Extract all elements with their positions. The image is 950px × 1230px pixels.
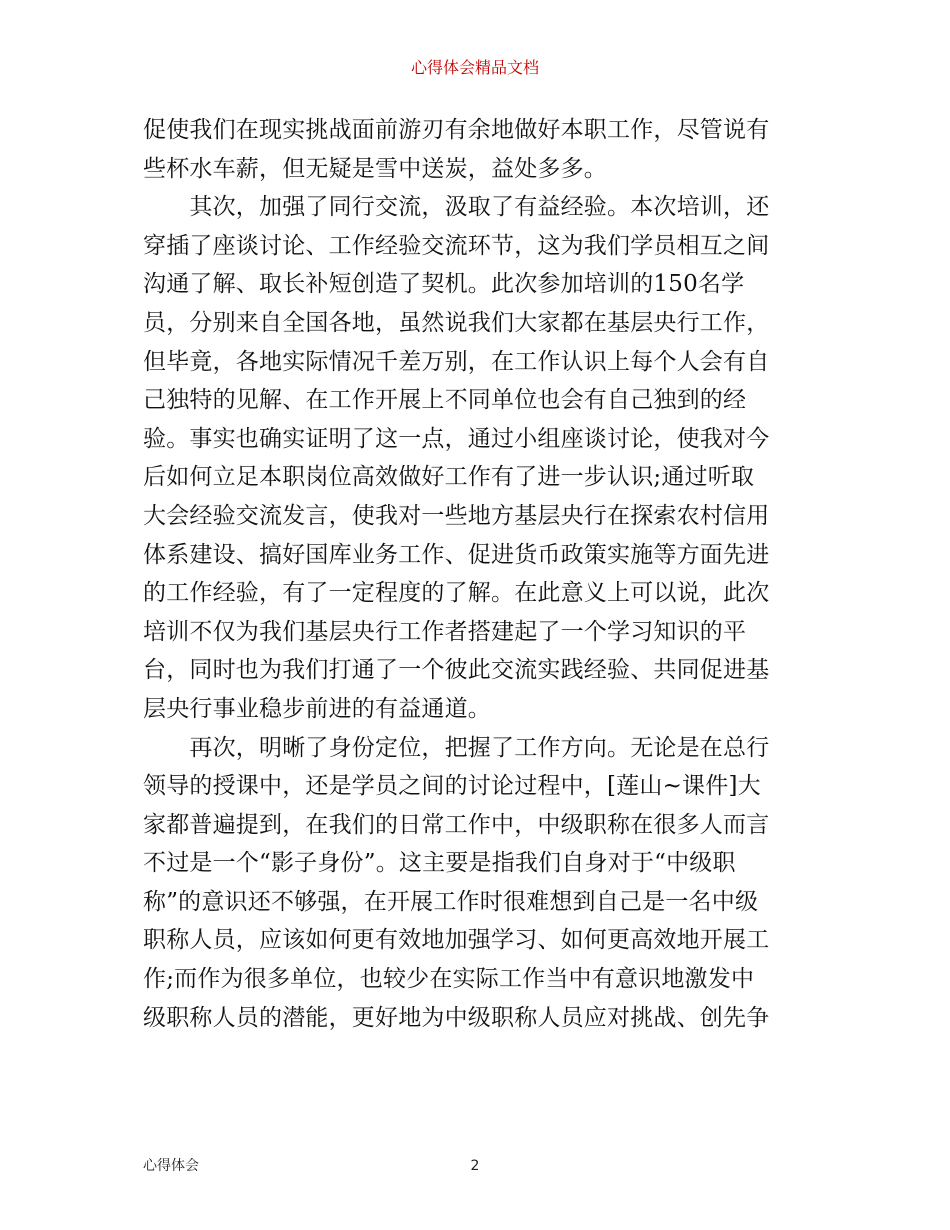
text-line: 验。事实也确实证明了这一点，通过小组座谈讨论，使我对今 [143, 425, 770, 452]
text-line: 己独特的见解、在工作开展上不同单位也会有自己独到的经 [143, 387, 747, 414]
text-line: 员，分别来自全国各地，虽然说我们大家都在基层央行工作， [143, 309, 770, 336]
text-line: 的工作经验，有了一定程度的了解。在此意义上可以说，此次 [143, 580, 770, 607]
text-line: 体系建设、搞好国库业务工作、促进货币政策实施等方面先进 [143, 541, 770, 568]
text-line: 级职称人员的潜能，更好地为中级职称人员应对挑战、创先争 [143, 1004, 770, 1031]
text-line: 后如何立足本职岗位高效做好工作有了进一步认识;通过听取 [143, 464, 755, 491]
page-number: 2 [470, 1158, 480, 1174]
text-line: 作;而作为很多单位，也较少在实际工作当中有意识地激发中 [143, 966, 755, 993]
document-body [143, 111, 823, 1037]
text-line: 促使我们在现实挑战面前游刃有余地做好本职工作，尽管说有 [143, 117, 770, 143]
text-line: 些杯水车薪，但无疑是雪中送炭，益处多多。 [143, 155, 607, 182]
text-line: 不过是一个“影子身份”。这主要是指我们自身对于“中级职 [143, 850, 736, 877]
footer-label: 心得体会 [143, 1158, 199, 1174]
text-line: 但毕竟，各地实际情况千差万别，在工作认识上每个人会有自 [143, 348, 770, 375]
text-line: 培训不仅为我们基层央行工作者搭建起了一个学习知识的平 [143, 618, 747, 645]
document-header-title: 心得体会精品文档 [410, 58, 539, 77]
text-line: 称”的意识还不够强，在开展工作时很难想到自己是一名中级 [143, 888, 759, 915]
text-line: 职称人员，应该如何更有效地加强学习、如何更高效地开展工 [143, 927, 770, 954]
text-line: 家都普遍提到，在我们的日常工作中，中级职称在很多人而言 [143, 811, 770, 838]
text-line: 层央行事业稳步前进的有益通道。 [143, 695, 491, 722]
text-line: 沟通了解、取长补短创造了契机。此次参加培训的150名学 [143, 271, 745, 298]
text-line: 穿插了座谈讨论、工作经验交流环节，这为我们学员相互之间 [143, 232, 770, 259]
text-line: 其次，加强了同行交流，汲取了有益经验。本次培训，还 [143, 194, 770, 221]
text-line: 大会经验交流发言，使我对一些地方基层央行在探索农村信用 [143, 502, 770, 529]
text-line: 台，同时也为我们打通了一个彼此交流实践经验、共同促进基 [143, 657, 770, 684]
text-line: 再次，明晰了身份定位，把握了工作方向。无论是在总行 [143, 734, 770, 761]
text-line: 领导的授课中，还是学员之间的讨论过程中，[莲山~课件]大 [143, 773, 761, 800]
